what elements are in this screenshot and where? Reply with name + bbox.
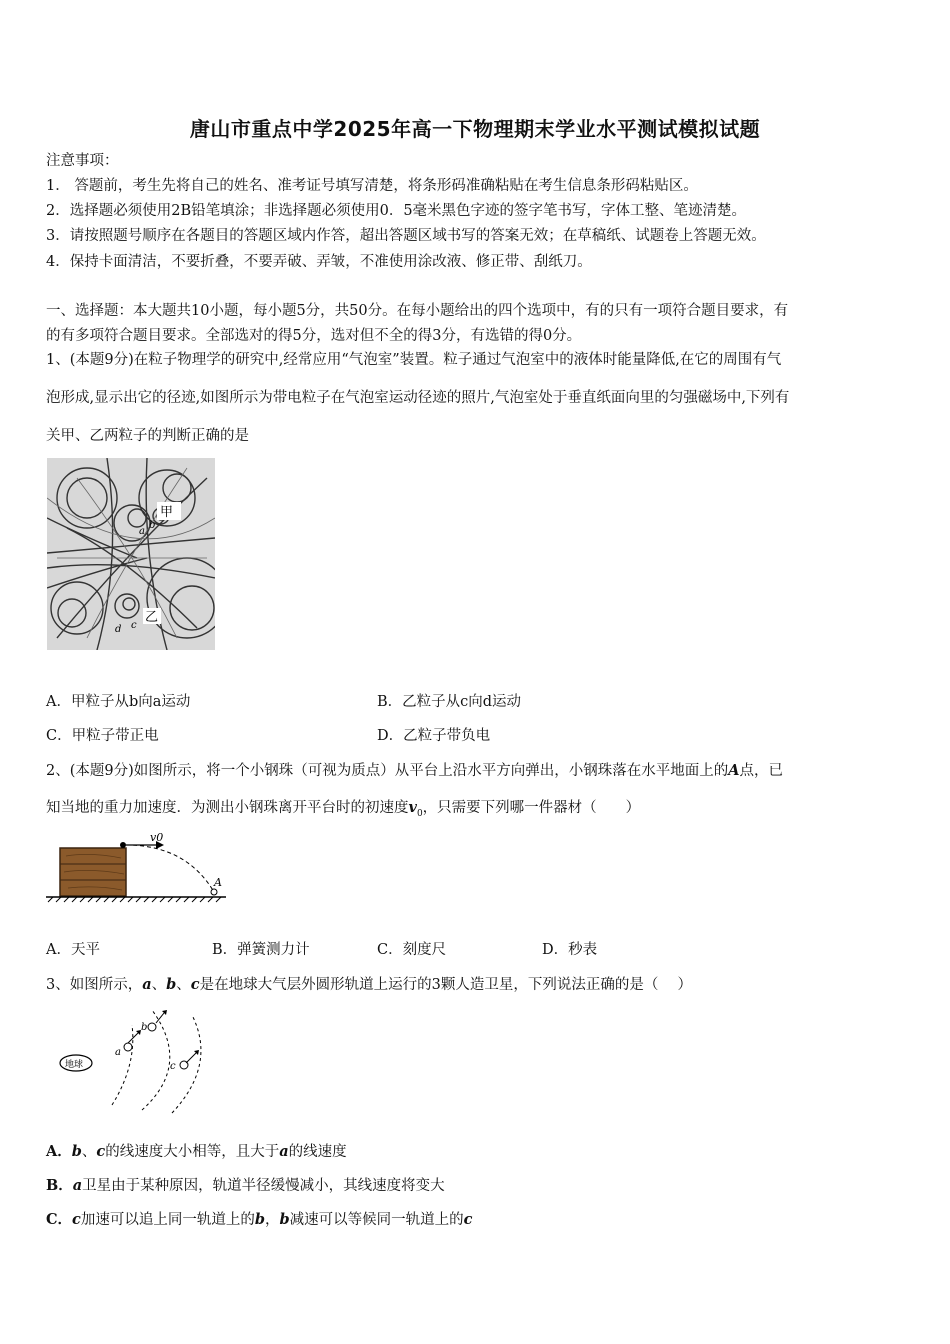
fig1-label-b: b (149, 520, 156, 531)
q1-option-c: C．甲粒子带正电 (46, 728, 159, 744)
q2-option-d: D．秒表 (542, 942, 598, 958)
fig3-label-a: a (115, 1047, 121, 1058)
notice-heading: 注意事项： (46, 153, 119, 169)
fig1-label-c: c (131, 620, 137, 631)
q3-stem: 3、如图所示，a、b、c是在地球大气层外圆形轨道上运行的3颗人造卫星，下列说法正确的是（ ） (46, 976, 692, 993)
fig2-label-a: A (214, 876, 222, 889)
fig3-label-b: b (141, 1022, 148, 1033)
q2-option-c: C．刻度尺 (377, 942, 447, 958)
page-title: 唐山市重点中学2025年高一下物理期末学业水平测试模拟试题 (189, 117, 761, 141)
q1-stem-line-3: 关甲、乙两粒子的判断正确的是 (46, 428, 249, 444)
fig1-label-jia: 甲 (160, 505, 174, 520)
notice-item-3: 3．请按照题号顺序在各题目的答题区域内作答，超出答题区域书写的答案无效；在草稿纸、试题卷上答题无效。 (46, 228, 766, 244)
q2-stem-line-1: 2、(本题9分)如图所示，将一个小钢珠（可视为质点）从平台上沿水平方向弹出，小钢珠落在水平地面上的A点，已 (46, 762, 784, 779)
fig1-label-yi: 乙 (145, 610, 159, 625)
fig3-label-earth: 地球 (65, 1060, 84, 1070)
fig1-label-a: a (139, 526, 145, 537)
notice-item-1: 1． 答题前，考生先将自己的姓名、准考证号填写清楚，将条形码准确粘贴在考生信息条形码粘贴区。 (46, 178, 698, 194)
notice-item-2: 2．选择题必须使用2B铅笔填涂；非选择题必须使用0．5毫米黑色字迹的签字笔书写，字体工整、笔迹清楚。 (46, 203, 747, 219)
q1-stem-line-2: 泡形成,显示出它的径迹,如图所示为带电粒子在气泡室运动径迹的照片,气泡室处于垂直纸面向里的匀强磁场中,下列有 (46, 390, 790, 406)
q1-option-b: B．乙粒子从c向d运动 (377, 694, 522, 710)
q2-option-b: B．弹簧测力计 (212, 942, 310, 958)
section-intro-line-1: 一、选择题：本大题共10小题，每小题5分，共50分。在每小题给出的四个选项中，有的只有一项符合题目要求，有 (46, 303, 789, 319)
q3-option-b: B．a卫星由于某种原因，轨道半径缓慢减小，其线速度将变大 (46, 1177, 445, 1194)
fig3-label-c: c (170, 1061, 176, 1072)
q1-option-a: A．甲粒子从b向a运动 (46, 694, 191, 710)
q3-option-c: C．c加速可以追上同一轨道上的b，b减速可以等候同一轨道上的c (46, 1211, 473, 1228)
q2-option-a: A．天平 (46, 942, 100, 958)
q1-stem-line-1: 1、(本题9分)在粒子物理学的研究中,经常应用“气泡室”装置。粒子通过气泡室中的液体时能量降低,在它的周围有气 (46, 352, 782, 368)
fig2-label-v0: v0 (150, 831, 164, 844)
notice-item-4: 4．保持卡面清洁，不要折叠，不要弄破、弄皱，不准使用涂改液、修正带、刮纸刀。 (46, 254, 592, 270)
section-intro-line-2: 的有多项符合题目要求。全部选对的得5分，选对但不全的得3分，有选错的得0分。 (46, 328, 582, 344)
satellite-orbits-figure (52, 1005, 222, 1115)
q3-option-a: A．b、c的线速度大小相等，且大于a的线速度 (46, 1143, 347, 1160)
platform-projectile-figure (46, 830, 228, 906)
fig1-label-d: d (115, 624, 122, 635)
q2-stem-line-2: 知当地的重力加速度．为测出小钢珠离开平台时的初速度$v_0$，只需要下列哪一件器材（ ） (46, 799, 641, 819)
q1-option-d: D．乙粒子带负电 (377, 728, 491, 744)
bubble-chamber-figure (47, 458, 215, 650)
